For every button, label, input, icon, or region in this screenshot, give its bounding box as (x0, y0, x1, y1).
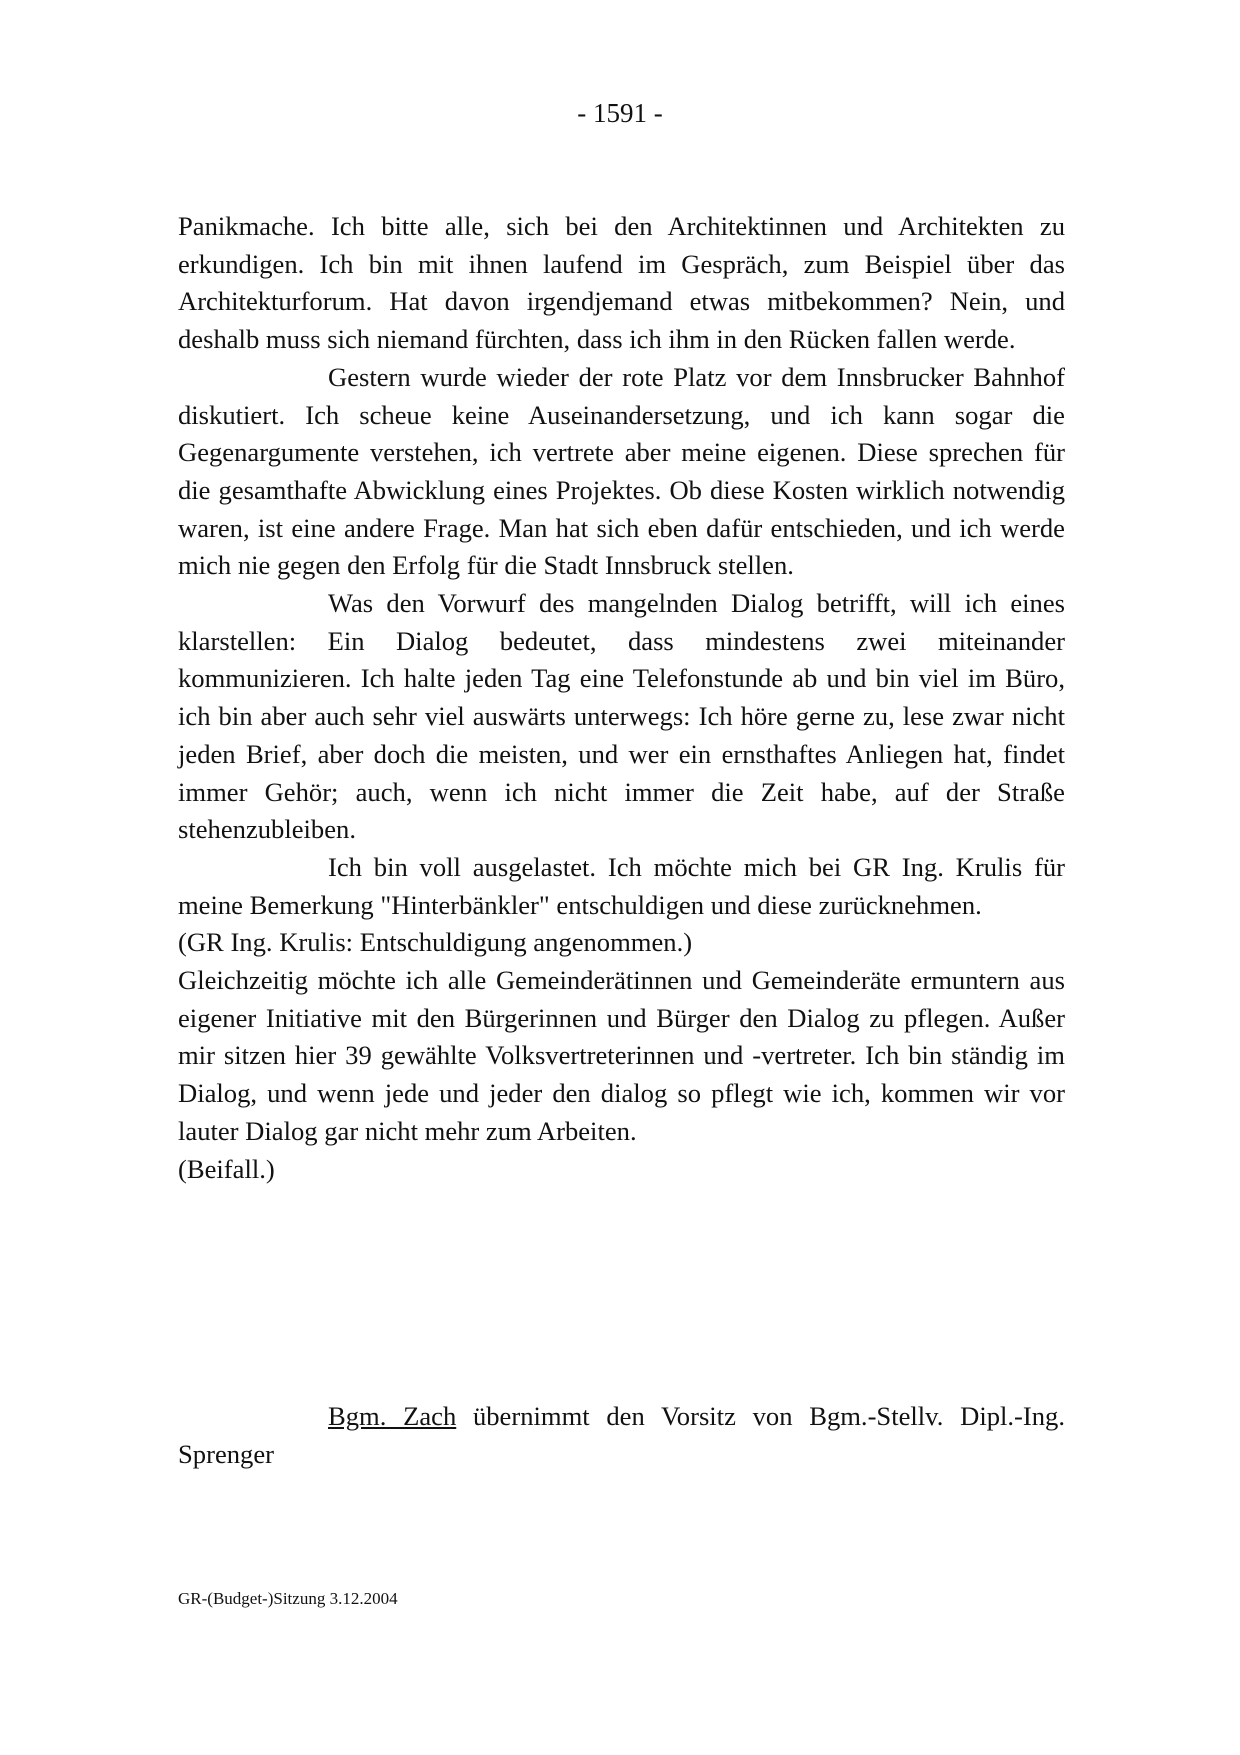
paragraph-entschuldigung: Ich bin voll ausgelastet. Ich möchte mich bei GR Ing. Krulis für meine Bemerkung "Hinterbänkler" entschuldigen und diese zurücknehmen. (178, 851, 1065, 920)
interjection-krulis: (GR Ing. Krulis: Entschuldigung angenommen.) (178, 927, 693, 958)
speaker-name: Bgm. Zach (328, 1401, 457, 1431)
paragraph-roter-platz: Gestern wurde wieder der rote Platz vor dem Innsbrucker Bahnhof diskutiert. Ich scheue keine Auseinandersetzung, und ich kann sogar die Gegenargumente verstehen, ich vertrete aber meine eigenen. Diese sprechen für die gesamthafte Abwicklung eines Projektes. Ob diese Kosten wirklich notwendig waren, ist eine andere Frage. Man hat sich eben dafür entschieden, und ich werde mich nie gegen den Erfolg für die Stadt Innsbruck stellen. (178, 361, 1065, 581)
footer-session-info: GR-(Budget-)Sitzung 3.12.2004 (178, 1589, 398, 1608)
applause-note: (Beifall.) (178, 1153, 275, 1184)
paragraph-panikmache: Panikmache. Ich bitte alle, sich bei den Architektinnen und Architekten zu erkundigen. Ich bin mit ihnen laufend im Gespräch, zum Beispiel über das Architekturforum. Hat davon irgendjemand etwas mitbekommen? Nein, und deshalb muss sich niemand fürchten, dass ich ihm in den Rücken fallen werde. (178, 211, 1065, 355)
page-number: - 1591 - (577, 98, 663, 128)
chair-change-text: übernimmt den Vorsitz von Bgm.-Stellv. Dipl.-Ing. Sprenger (178, 1401, 1066, 1469)
paragraph-dialog: Was den Vorwurf des mangelnden Dialog betrifft, will ich eines klarstellen: Ein Dialog bedeutet, dass mindestens zwei miteinander kommunizieren. Ich halte jeden Tag eine Telefonstunde ab und bin viel im Büro, ich bin aber auch sehr viel auswärts unterwegs: Ich höre gerne zu, lese zwar nicht jeden Brief, aber doch die meisten, und wer ein ernsthaftes Anliegen hat, findet immer Gehör; auch, wenn ich nicht immer die Zeit habe, auf der Straße stehenzubleiben. (178, 588, 1065, 845)
paragraph-gemeinderaete: Gleichzeitig möchte ich alle Gemeinderätinnen und Gemeinderäte ermuntern aus eigener Initiative mit den Bürgerinnen und Bürger den Dialog zu pflegen. Außer mir sitzen hier 39 gewählte Volksvertreterinnen und -vertreter. Ich bin ständig im Dialog, und wenn jede und jeder den dialog so pflegt wie ich, kommen wir vor lauter Dialog gar nicht mehr zum Arbeiten. (178, 965, 1065, 1146)
protocol-body (178, 208, 1065, 1188)
chair-change-note (178, 1398, 1065, 1473)
